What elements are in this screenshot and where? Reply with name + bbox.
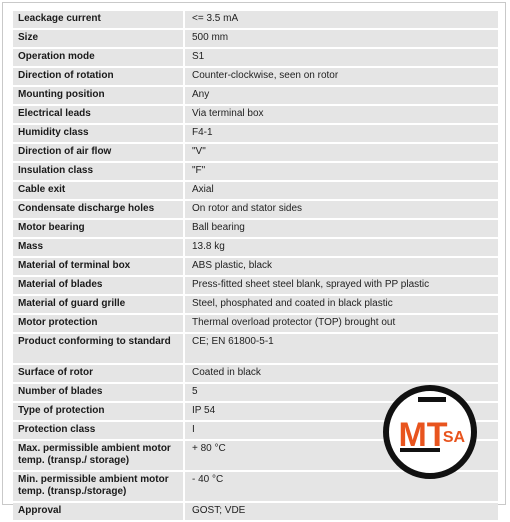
row-label: Material of guard grille bbox=[13, 295, 184, 314]
row-label: Max. permissible ambient motor temp. (transp./ storage) bbox=[13, 440, 184, 471]
logo-top-bar bbox=[418, 397, 446, 402]
row-value: Counter-clockwise, seen on rotor bbox=[184, 67, 498, 86]
table-row bbox=[13, 48, 498, 67]
row-value: Thermal overload protector (TOP) brought out bbox=[184, 314, 498, 333]
row-label: Type of protection bbox=[13, 402, 184, 421]
table-row bbox=[13, 314, 498, 333]
row-label: Insulation class bbox=[13, 162, 184, 181]
row-value: Axial bbox=[184, 181, 498, 200]
row-label: Humidity class bbox=[13, 124, 184, 143]
logo-suffix: SA bbox=[442, 429, 466, 446]
row-value: I bbox=[184, 421, 498, 440]
row-label: Direction of air flow bbox=[13, 143, 184, 162]
row-label: Approval bbox=[13, 502, 184, 521]
row-label: Size bbox=[13, 29, 184, 48]
table-row bbox=[13, 200, 498, 219]
row-value: 500 mm bbox=[184, 29, 498, 48]
row-value: Via terminal box bbox=[184, 105, 498, 124]
row-label: Cable exit bbox=[13, 181, 184, 200]
row-value: On rotor and stator sides bbox=[184, 200, 498, 219]
row-value: "V" bbox=[184, 143, 498, 162]
row-label: Protection class bbox=[13, 421, 184, 440]
table-row bbox=[13, 502, 498, 521]
row-label: Material of terminal box bbox=[13, 257, 184, 276]
table-row bbox=[13, 333, 498, 364]
row-label: Surface of rotor bbox=[13, 364, 184, 383]
row-value: F4-1 bbox=[184, 124, 498, 143]
row-value: Press-fitted sheet steel blank, sprayed with PP plastic bbox=[184, 276, 498, 295]
row-label: Product conforming to standard bbox=[13, 333, 184, 364]
row-value: - 40 °C bbox=[184, 471, 498, 502]
table-row bbox=[13, 124, 498, 143]
row-value: Ball bearing bbox=[184, 219, 498, 238]
row-label: Condensate discharge holes bbox=[13, 200, 184, 219]
row-value: 5 bbox=[184, 383, 498, 402]
row-value: + 80 °C bbox=[184, 440, 498, 471]
row-label: Leackage current bbox=[13, 11, 184, 29]
row-label: Mass bbox=[13, 238, 184, 257]
row-label: Direction of rotation bbox=[13, 67, 184, 86]
row-value: CE; EN 61800-5-1 bbox=[184, 333, 498, 364]
row-value: ABS plastic, black bbox=[184, 257, 498, 276]
table-row bbox=[13, 67, 498, 86]
row-value: GOST; VDE bbox=[184, 502, 498, 521]
row-label: Electrical leads bbox=[13, 105, 184, 124]
table-row bbox=[13, 162, 498, 181]
table-row bbox=[13, 276, 498, 295]
row-label: Number of blades bbox=[13, 383, 184, 402]
table-row bbox=[13, 86, 498, 105]
row-value: Coated in black bbox=[184, 364, 498, 383]
row-label: Material of blades bbox=[13, 276, 184, 295]
row-value: IP 54 bbox=[184, 402, 498, 421]
row-value: Any bbox=[184, 86, 498, 105]
table-row bbox=[13, 295, 498, 314]
row-label: Operation mode bbox=[13, 48, 184, 67]
row-label: Min. permissible ambient motor temp. (transp./storage) bbox=[13, 471, 184, 502]
row-value: S1 bbox=[184, 48, 498, 67]
table-row bbox=[13, 181, 498, 200]
table-row bbox=[13, 219, 498, 238]
table-row bbox=[13, 238, 498, 257]
row-value: Steel, phosphated and coated in black plastic bbox=[184, 295, 498, 314]
table-row bbox=[13, 105, 498, 124]
row-value: "F" bbox=[184, 162, 498, 181]
table-row bbox=[13, 11, 498, 29]
table-row bbox=[13, 257, 498, 276]
table-row bbox=[13, 364, 498, 383]
row-label: Mounting position bbox=[13, 86, 184, 105]
row-label: Motor bearing bbox=[13, 219, 184, 238]
table-row bbox=[13, 29, 498, 48]
row-value: <= 3.5 mA bbox=[184, 11, 498, 29]
mtsa-logo bbox=[382, 384, 478, 480]
logo-letters: MT bbox=[398, 416, 448, 454]
row-label: Motor protection bbox=[13, 314, 184, 333]
row-value: 13.8 kg bbox=[184, 238, 498, 257]
table-row bbox=[13, 143, 498, 162]
